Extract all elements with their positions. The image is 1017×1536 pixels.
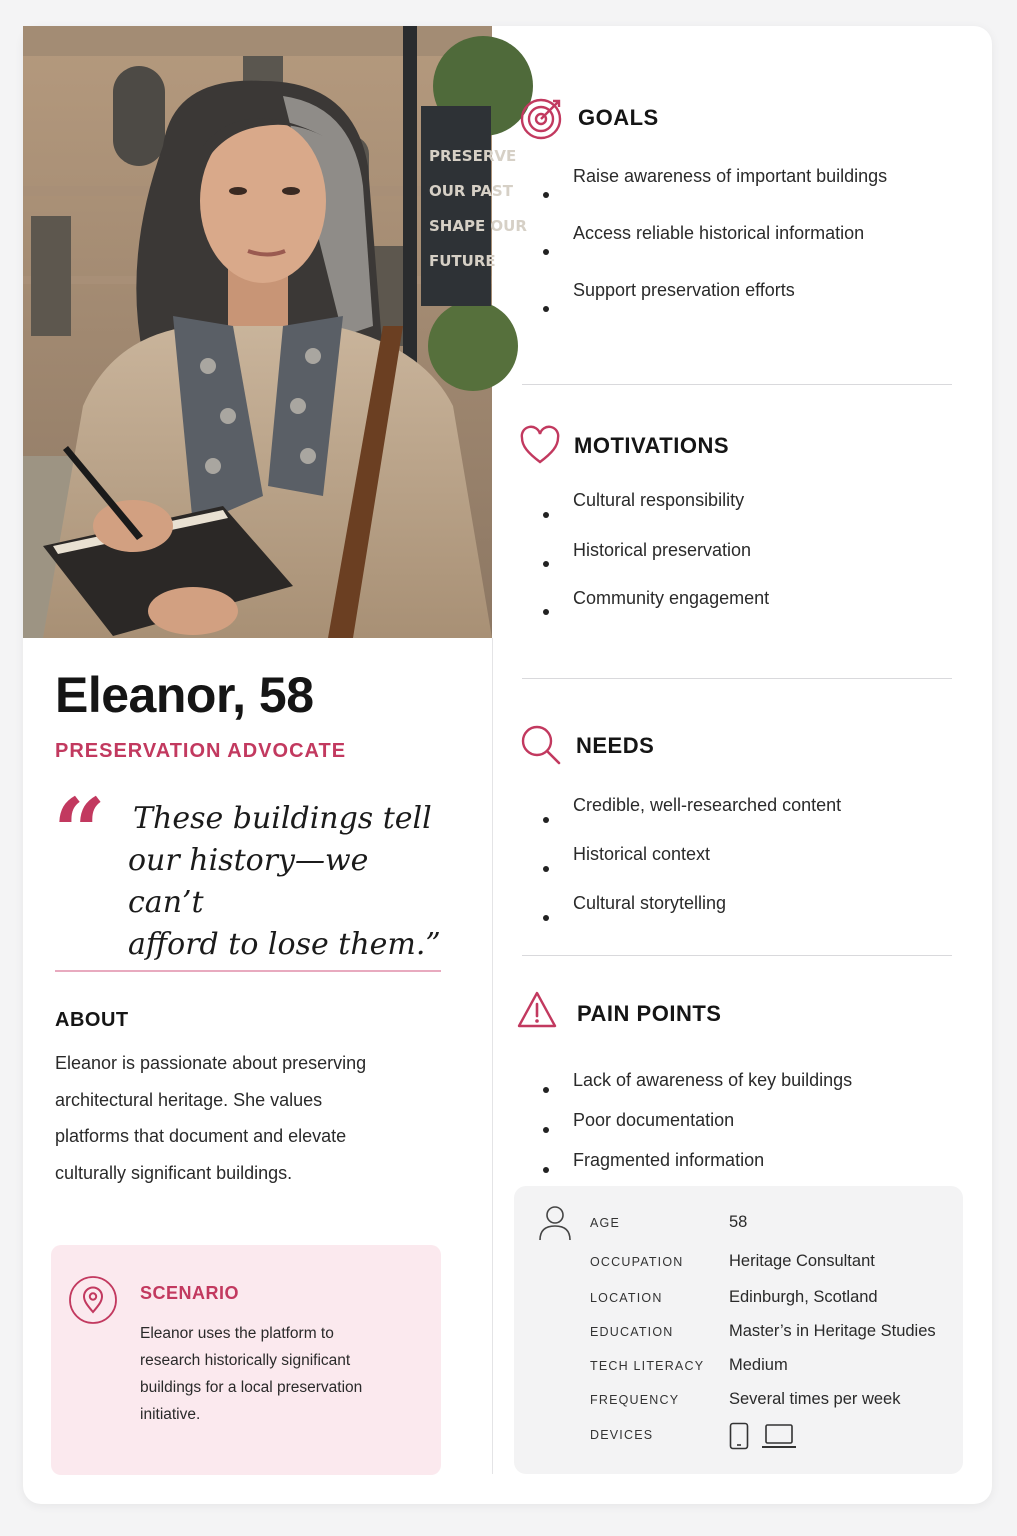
list-item: Poor documentation — [543, 1110, 852, 1150]
info-label: AGE — [590, 1216, 620, 1230]
scenario-line: initiative. — [140, 1406, 201, 1423]
about-line: Eleanor is passionate about preserving — [55, 1053, 367, 1073]
info-label: TECH LITERACY — [590, 1359, 705, 1373]
about-line: culturally significant buildings. — [55, 1162, 293, 1183]
about-heading: ABOUT — [55, 1009, 129, 1031]
list-item: Credible, well-researched content — [543, 795, 841, 844]
list-item: Cultural responsibility — [543, 490, 769, 540]
about-text — [55, 1045, 435, 1191]
list-item: Lack of awareness of key buildings — [543, 1070, 852, 1110]
list-item: Fragmented information — [543, 1150, 852, 1190]
column-divider — [492, 638, 493, 1474]
scenario-line: research historically significant — [140, 1352, 351, 1369]
info-label: DEVICES — [590, 1428, 654, 1442]
pain-points-list — [543, 1070, 852, 1190]
needs-list — [543, 795, 841, 942]
pain-points-title: PAIN POINTS — [577, 1001, 722, 1026]
quote-line: our history—we can’t — [128, 843, 369, 920]
persona-card — [23, 26, 992, 1504]
laptop-icon — [761, 1422, 797, 1450]
goals-list — [543, 166, 887, 337]
list-item: Access reliable historical information — [543, 223, 887, 280]
user-icon — [537, 1204, 573, 1242]
about-line: platforms that document and elevate — [55, 1126, 347, 1146]
scenario-box — [51, 1245, 441, 1475]
needs-section — [520, 724, 960, 924]
quote-mark-icon: “ — [53, 778, 106, 886]
persona-photo-illustration — [23, 26, 527, 638]
scenario-line: buildings for a local preservation — [140, 1379, 363, 1396]
info-value: Several times per week — [729, 1390, 901, 1408]
list-item: Community engagement — [543, 588, 769, 636]
list-item: Historical preservation — [543, 540, 769, 588]
section-divider — [522, 384, 952, 385]
scenario-text — [140, 1320, 430, 1428]
motivations-section — [520, 424, 960, 634]
svg-text:FUTURE: FUTURE — [429, 252, 496, 270]
persona-role: PRESERVATION ADVOCATE — [55, 740, 347, 762]
motivations-title: MOTIVATIONS — [574, 433, 730, 458]
info-value: Edinburgh, Scotland — [729, 1288, 878, 1306]
scenario-heading: SCENARIO — [140, 1283, 240, 1303]
info-value: Medium — [729, 1356, 788, 1374]
info-label: EDUCATION — [590, 1325, 674, 1339]
info-label: OCCUPATION — [590, 1255, 684, 1269]
info-label: LOCATION — [590, 1291, 663, 1305]
devices-list — [729, 1422, 797, 1450]
list-item: Cultural storytelling — [543, 893, 841, 942]
list-item: Raise awareness of important buildings — [543, 166, 887, 223]
phone-icon — [729, 1422, 749, 1450]
svg-text:SHAPE OUR: SHAPE OUR — [429, 217, 527, 235]
scenario-line: Eleanor uses the platform to — [140, 1325, 334, 1342]
persona-name: Eleanor, 58 — [55, 667, 314, 723]
demographics-panel — [514, 1186, 963, 1474]
section-divider — [522, 678, 952, 679]
svg-text:PRESERVE: PRESERVE — [429, 147, 517, 165]
pain-points-section — [520, 990, 960, 1170]
about-line: architectural heritage. She values — [55, 1089, 323, 1110]
info-label: FREQUENCY — [590, 1393, 680, 1407]
target-icon — [520, 96, 564, 140]
needs-title: NEEDS — [576, 733, 655, 758]
search-icon — [520, 724, 564, 768]
info-value: Master’s in Heritage Studies — [729, 1322, 936, 1340]
persona-quote — [128, 798, 448, 966]
goals-title: GOALS — [578, 105, 659, 130]
persona-photo — [23, 26, 527, 638]
list-item: Historical context — [543, 844, 841, 893]
quote-line: These buildings tell — [133, 801, 432, 836]
info-value: 58 — [729, 1213, 748, 1231]
info-value: Heritage Consultant — [729, 1252, 875, 1270]
quote-line: afford to lose them.” — [128, 927, 441, 962]
goals-section — [520, 96, 960, 326]
list-item: Support preservation efforts — [543, 280, 887, 337]
heart-icon — [520, 424, 564, 468]
section-divider — [522, 955, 952, 956]
warning-icon — [517, 990, 561, 1034]
motivations-list — [543, 490, 769, 636]
quote-divider — [55, 970, 441, 972]
map-pin-icon — [68, 1275, 118, 1325]
svg-text:OUR PAST: OUR PAST — [429, 182, 513, 200]
